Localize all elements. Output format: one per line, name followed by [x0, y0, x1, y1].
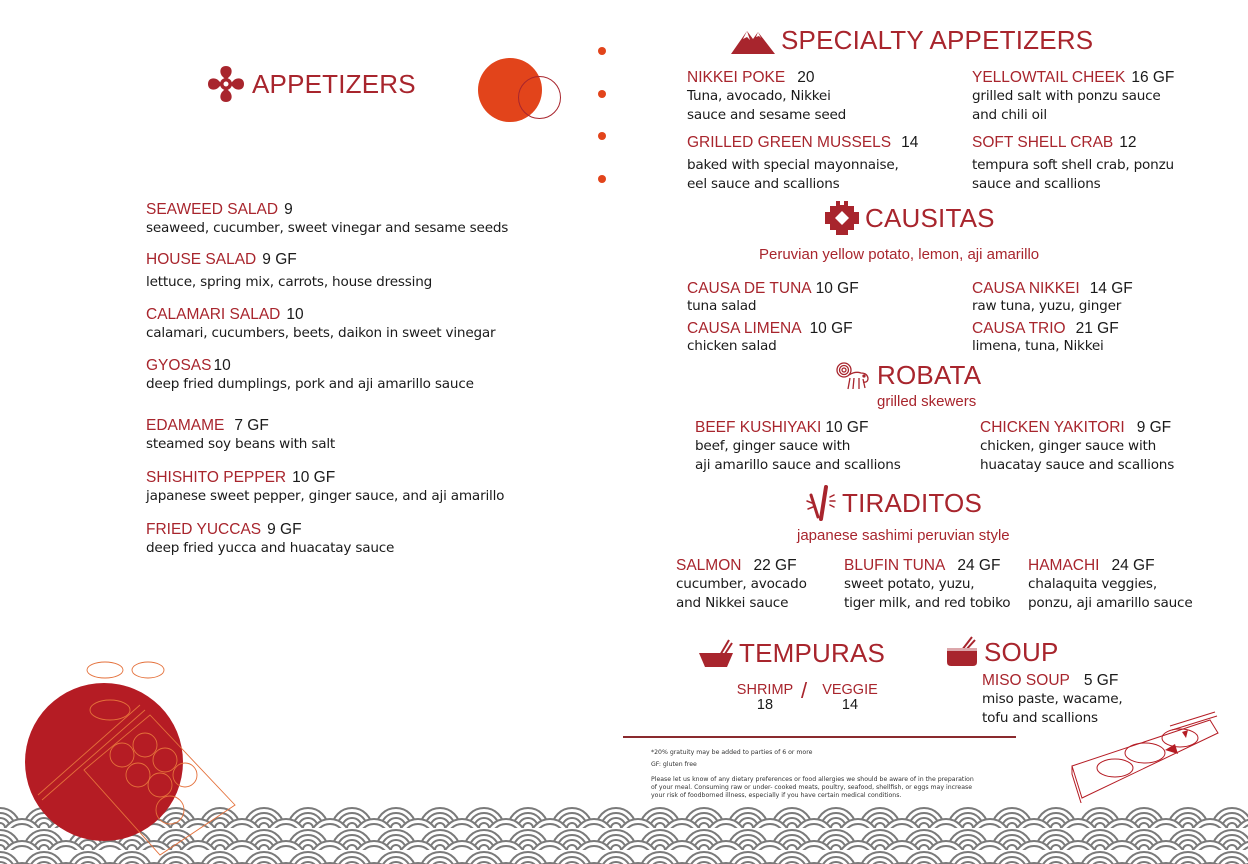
- item-price: 22 GF: [753, 557, 797, 574]
- item-description-line1: sweet potato, yuzu,: [844, 576, 975, 592]
- item-price: 20: [797, 69, 815, 86]
- menu-item: [972, 280, 1133, 314]
- menu-item: [146, 357, 474, 394]
- menu-item: [1028, 557, 1192, 613]
- appetizers-title: APPETIZERS: [252, 68, 416, 99]
- tempuras-heading: [699, 638, 885, 669]
- item-price: 9: [284, 201, 293, 218]
- mountain-icon: [731, 27, 775, 55]
- item-price: 9 GF: [1136, 419, 1172, 436]
- item-description: steamed soy beans with salt: [146, 436, 336, 452]
- option-price: 14: [841, 697, 859, 713]
- specialty-title: SPECIALTY APPETIZERS: [781, 25, 1094, 55]
- bamboo-icon: [806, 485, 836, 521]
- appetizers-heading: [206, 64, 416, 104]
- item-description-line1: baked with special mayonnaise,: [687, 157, 899, 173]
- causitas-heading: [825, 201, 995, 235]
- item-description: japanese sweet pepper, ginger sauce, and aji amarillo: [146, 488, 505, 504]
- outline-circle-decoration: [518, 76, 561, 119]
- item-price: 14 GF: [1089, 280, 1133, 297]
- item-price: 12: [1119, 134, 1137, 151]
- item-description-line1: cucumber, avocado: [676, 576, 807, 592]
- flower-icon: [206, 64, 246, 104]
- robata-heading: [835, 360, 981, 391]
- menu-item: [146, 521, 394, 558]
- item-name: GYOSAS: [146, 357, 212, 374]
- item-description: raw tuna, yuzu, ginger: [972, 298, 1122, 314]
- item-name: EDAMAME: [146, 417, 225, 434]
- item-name: BLUFIN TUNA: [844, 557, 946, 574]
- soup-bowl-icon: [946, 636, 978, 668]
- item-description: deep fried yucca and huacatay sauce: [146, 540, 395, 556]
- tempuras-title: TEMPURAS: [739, 638, 886, 668]
- item-description: calamari, cucumbers, beets, daikon in sweet vinegar: [146, 325, 496, 341]
- item-name: GRILLED GREEN MUSSELS: [687, 134, 892, 151]
- item-description-line1: miso paste, wacame,: [982, 691, 1123, 707]
- menu-item: [844, 557, 1010, 613]
- menu-item: [972, 320, 1119, 354]
- menu-item: [146, 469, 504, 506]
- allergy-note-line1: Please let us know of any dietary preferences or food allergies we should be aware of in the preparation: [651, 776, 974, 783]
- robata-subtitle: grilled skewers: [877, 393, 977, 410]
- item-description-line1: beef, ginger sauce with: [695, 438, 851, 454]
- item-description-line2: ponzu, aji amarillo sauce: [1028, 595, 1193, 611]
- item-price: 5 GF: [1083, 672, 1119, 689]
- bowl-chopsticks-icon: [699, 639, 733, 669]
- menu-item: [687, 69, 846, 125]
- item-description-line1: tempura soft shell crab, ponzu: [972, 157, 1174, 173]
- item-description-line2: eel sauce and scallions: [687, 176, 840, 192]
- item-price: 10 GF: [809, 320, 853, 337]
- allergy-note-line2: of your meal. Consuming raw or under- cooked meats, poultry, seafood, shellfish, or eggs may increase: [651, 784, 973, 791]
- menu-item: [972, 134, 1174, 194]
- option-price: 18: [756, 697, 774, 713]
- item-description-line2: sauce and sesame seed: [687, 107, 847, 123]
- tempura-option-veggie: [820, 682, 880, 712]
- item-price: 9 GF: [267, 521, 302, 538]
- item-name: SOFT SHELL CRAB: [972, 134, 1114, 151]
- causitas-subtitle: Peruvian yellow potato, lemon, aji amarillo: [759, 246, 1040, 263]
- tiraditos-subtitle: japanese sashimi peruvian style: [797, 527, 1010, 544]
- nazca-monkey-icon: [835, 361, 871, 391]
- menu-item: [146, 251, 432, 292]
- item-name: BEEF KUSHIYAKI: [695, 419, 822, 436]
- item-description: chicken salad: [687, 338, 777, 354]
- item-name: CAUSA NIKKEI: [972, 280, 1080, 297]
- item-description-line2: and Nikkei sauce: [676, 595, 789, 611]
- item-description-line2: and chili oil: [972, 107, 1047, 123]
- option-separator: /: [801, 678, 808, 703]
- item-description-line2: huacatay sauce and scallions: [980, 457, 1175, 473]
- item-description: seaweed, cucumber, sweet vinegar and sesame seeds: [146, 220, 509, 236]
- tiraditos-heading: [806, 485, 982, 521]
- item-description-line1: Tuna, avocado, Nikkei: [687, 88, 831, 104]
- menu-item: [146, 417, 335, 454]
- item-price: 10 GF: [292, 469, 336, 486]
- menu-item: [972, 69, 1174, 125]
- item-description-line1: grilled salt with ponzu sauce: [972, 88, 1161, 104]
- item-name: YELLOWTAIL CHEEK: [972, 69, 1126, 86]
- item-description: deep fried dumplings, pork and aji amarillo sauce: [146, 376, 474, 392]
- item-price: 21 GF: [1075, 320, 1119, 337]
- item-description-line2: tofu and scallions: [982, 710, 1098, 726]
- dot-decoration: [598, 90, 606, 98]
- item-price: 10 GF: [825, 419, 869, 436]
- dot-decoration: [598, 132, 606, 140]
- item-description: lettuce, spring mix, carrots, house dressing: [146, 274, 433, 290]
- menu-item: [687, 280, 859, 314]
- item-description-line1: chalaquita veggies,: [1028, 576, 1157, 592]
- item-description-line1: chicken, ginger sauce with: [980, 438, 1157, 454]
- soup-heading: [946, 636, 1058, 668]
- causitas-title: CAUSITAS: [865, 202, 995, 233]
- menu-item: [146, 306, 495, 343]
- specialty-heading: [731, 25, 1093, 56]
- item-name: CHICKEN YAKITORI: [980, 419, 1125, 436]
- andean-cross-icon: [825, 201, 859, 235]
- dot-decoration: [598, 47, 606, 55]
- allergy-note-line3: your risk of foodborned illness, especially if you have certain medical conditions.: [651, 792, 902, 799]
- dot-decoration: [598, 175, 606, 183]
- item-name: SALMON: [676, 557, 742, 574]
- item-price: 9 GF: [262, 251, 297, 268]
- menu-item: [676, 557, 807, 613]
- item-price: 14: [901, 134, 919, 151]
- menu-item: [980, 419, 1174, 475]
- menu-item: [687, 320, 853, 354]
- item-name: SHISHITO PEPPER: [146, 469, 287, 486]
- gratuity-note: *20% gratuity may be added to parties of 6 or more: [651, 749, 813, 756]
- menu-item: [695, 419, 901, 475]
- item-name: HOUSE SALAD: [146, 251, 257, 268]
- item-description-line2: sauce and scallions: [972, 176, 1101, 192]
- item-name: CAUSA LIMENA: [687, 320, 802, 337]
- item-name: FRIED YUCCAS: [146, 521, 262, 538]
- item-description: tuna salad: [687, 298, 757, 314]
- item-name: CAUSA DE TUNA: [687, 280, 812, 297]
- tempura-option-shrimp: [734, 682, 796, 712]
- item-price: 10 GF: [815, 280, 859, 297]
- item-name: NIKKEI POKE: [687, 69, 786, 86]
- soup-title: SOUP: [984, 636, 1059, 667]
- item-description-line2: tiger milk, and red tobiko: [844, 595, 1011, 611]
- item-price: 24 GF: [957, 557, 1001, 574]
- item-description-line2: aji amarillo sauce and scallions: [695, 457, 901, 473]
- sushi-sun-illustration: [20, 660, 250, 860]
- footer-divider: [623, 736, 1016, 738]
- robata-title: ROBATA: [877, 360, 982, 390]
- item-description: limena, tuna, Nikkei: [972, 338, 1104, 354]
- item-name: CALAMARI SALAD: [146, 306, 281, 323]
- item-price: 10: [286, 306, 304, 323]
- tiraditos-title: TIRADITOS: [842, 487, 983, 518]
- item-price: 16 GF: [1131, 69, 1175, 86]
- item-name: CAUSA TRIO: [972, 320, 1066, 337]
- item-price: 10: [213, 357, 231, 374]
- sushi-board-illustration: [1070, 708, 1220, 803]
- option-name: SHRIMP: [736, 682, 794, 698]
- item-price: 24 GF: [1111, 557, 1155, 574]
- item-name: SEAWEED SALAD: [146, 201, 279, 218]
- menu-item: [146, 201, 508, 238]
- gluten-free-note: GF: gluten free: [651, 761, 697, 768]
- item-price: 7 GF: [234, 417, 269, 434]
- option-name: VEGGIE: [822, 682, 878, 698]
- item-name: MISO SOUP: [982, 672, 1070, 689]
- item-name: HAMACHI: [1028, 557, 1100, 574]
- menu-item: [687, 134, 918, 194]
